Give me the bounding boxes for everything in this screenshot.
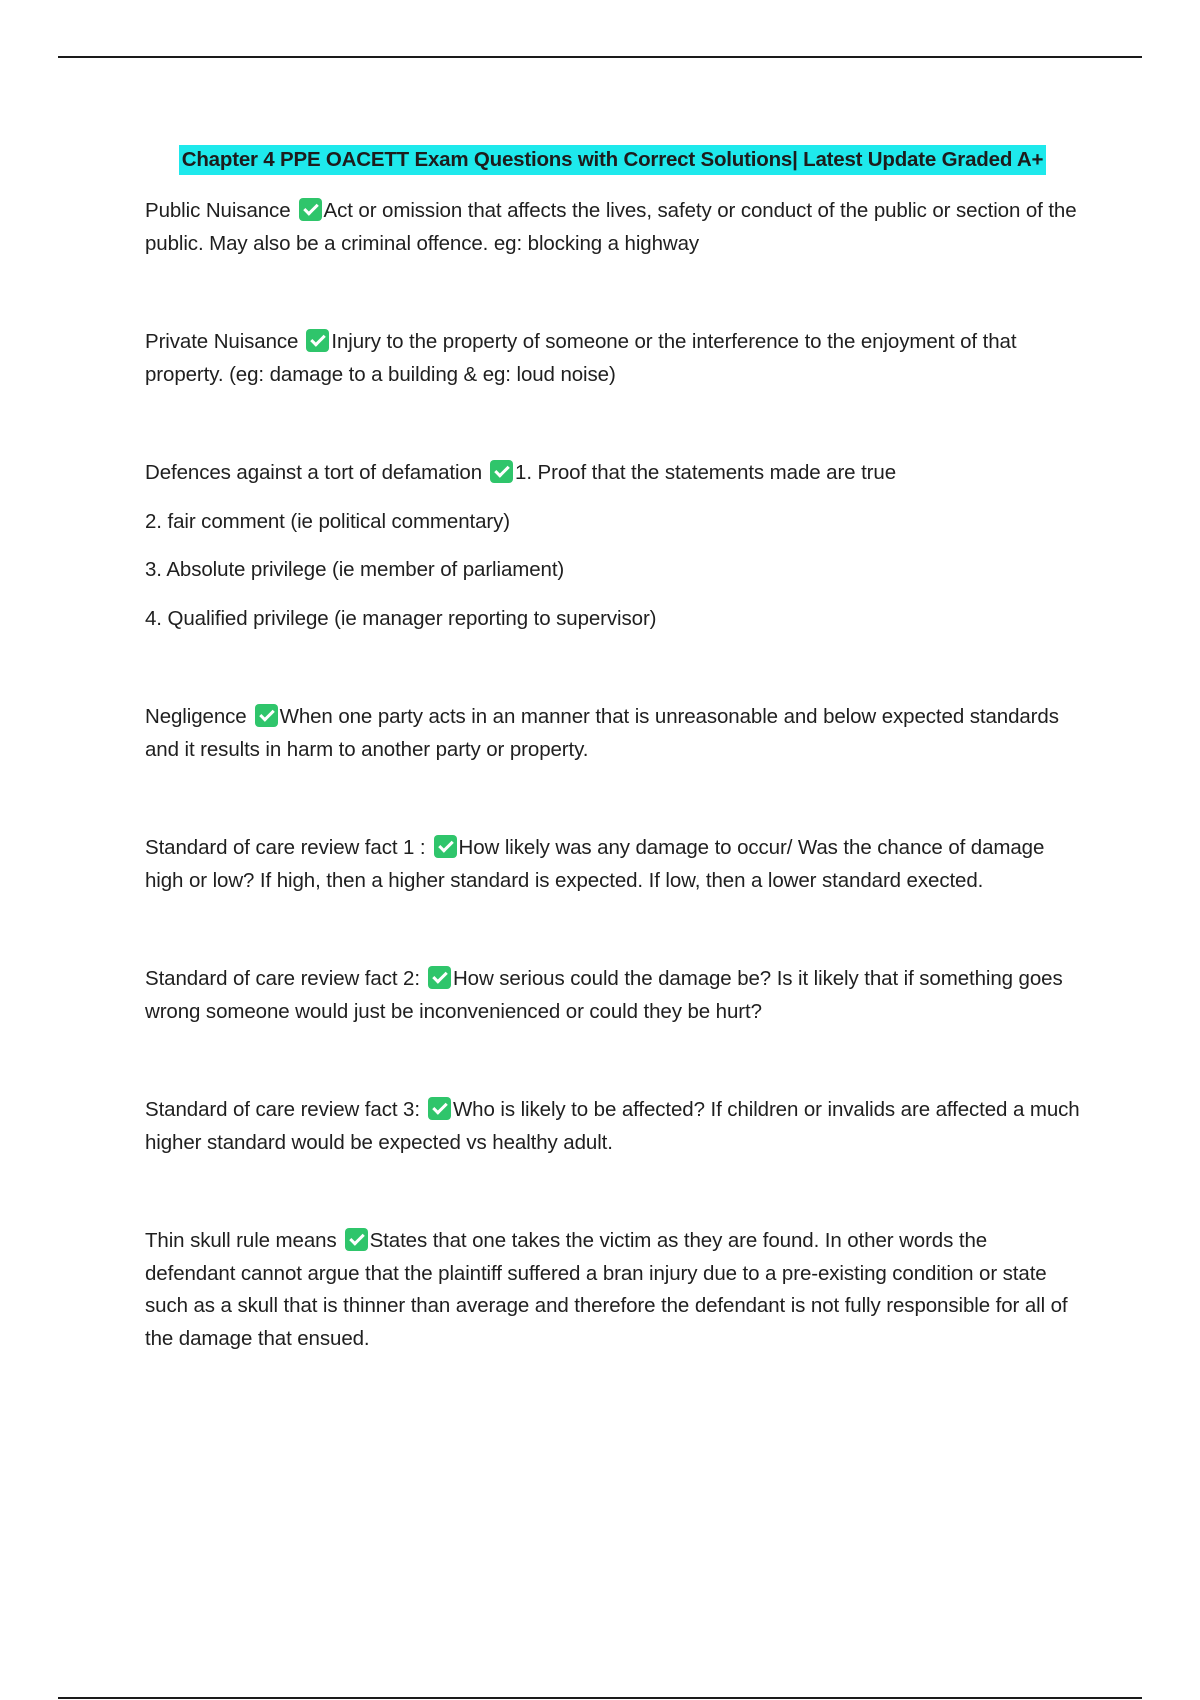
check-mark-icon xyxy=(428,966,451,989)
entry-public-nuisance xyxy=(145,195,1080,260)
title-container xyxy=(145,145,1080,175)
entry-answer: States that one takes the victim as they are found. In other words the defendant cannot argue that the plaintiff suffered a bran injury due to a pre-existing condition or state such as a skull that is thinner than average and therefore the defendant is not fully responsible for all of the damage that ensued. xyxy=(145,1229,1068,1350)
entry-answer: Act or omission that affects the lives, safety or conduct of the public or section of the public. May also be a criminal offence. eg: blocking a highway xyxy=(145,199,1077,255)
entry-term: Negligence xyxy=(145,705,247,728)
entry-term: Public Nuisance xyxy=(145,199,291,222)
entry-term: Private Nuisance xyxy=(145,330,299,353)
entry-answer: How likely was any damage to occur/ Was the chance of damage high or low? If high, then a higher standard is expected. If low, then a lower standard exected. xyxy=(145,836,1045,892)
entry-term: Standard of care review fact 2: xyxy=(145,967,420,990)
entry-answer: Injury to the property of someone or the interference to the enjoyment of that property. (eg: damage to a building & eg: loud noise) xyxy=(145,330,1017,386)
entry-term: Standard of care review fact 3: xyxy=(145,1098,420,1121)
entry-term: Thin skull rule means xyxy=(145,1229,337,1252)
entry-answer: Who is likely to be affected? If children or invalids are affected a much higher standard would be expected vs healthy adult. xyxy=(145,1098,1080,1154)
entry-answer: How serious could the damage be? Is it likely that if something goes wrong someone would just be inconvenienced or could they be hurt? xyxy=(145,967,1063,1023)
entry-private-nuisance xyxy=(145,326,1080,391)
defence-list-item: 3. Absolute privilege (ie member of parliament) xyxy=(145,558,565,581)
check-mark-icon xyxy=(299,198,322,221)
document-title: Chapter 4 PPE OACETT Exam Questions with Correct Solutions| Latest Update Graded A+ xyxy=(179,145,1047,175)
entry-answer: 1. Proof that the statements made are true xyxy=(515,461,897,484)
entry-standard-of-care-2 xyxy=(145,963,1080,1028)
entry-term: Standard of care review fact 1 : xyxy=(145,836,426,859)
defence-list-item: 2. fair comment (ie political commentary) xyxy=(145,509,511,533)
entry-standard-of-care-3 xyxy=(145,1094,1080,1159)
entry-answer: When one party acts in an manner that is unreasonable and below expected standards and it results in harm to another party or property. xyxy=(145,705,1059,761)
entry-term: Defences against a tort of defamation xyxy=(145,461,483,484)
top-rule xyxy=(58,56,1142,58)
document-body xyxy=(145,145,1080,1355)
bottom-rule xyxy=(58,1697,1142,1699)
entry-thin-skull-rule xyxy=(145,1225,1080,1355)
entry-standard-of-care-1 xyxy=(145,832,1080,897)
check-mark-icon xyxy=(490,460,513,483)
entry-negligence xyxy=(145,701,1080,766)
entry-defamation-defences xyxy=(145,457,1080,490)
check-mark-icon xyxy=(434,835,457,858)
check-mark-icon xyxy=(306,329,329,352)
defence-list-item: 4. Qualified privilege (ie manager reporting to supervisor) xyxy=(145,606,657,630)
check-mark-icon xyxy=(428,1097,451,1120)
check-mark-icon xyxy=(345,1228,368,1251)
check-mark-icon xyxy=(255,704,278,727)
